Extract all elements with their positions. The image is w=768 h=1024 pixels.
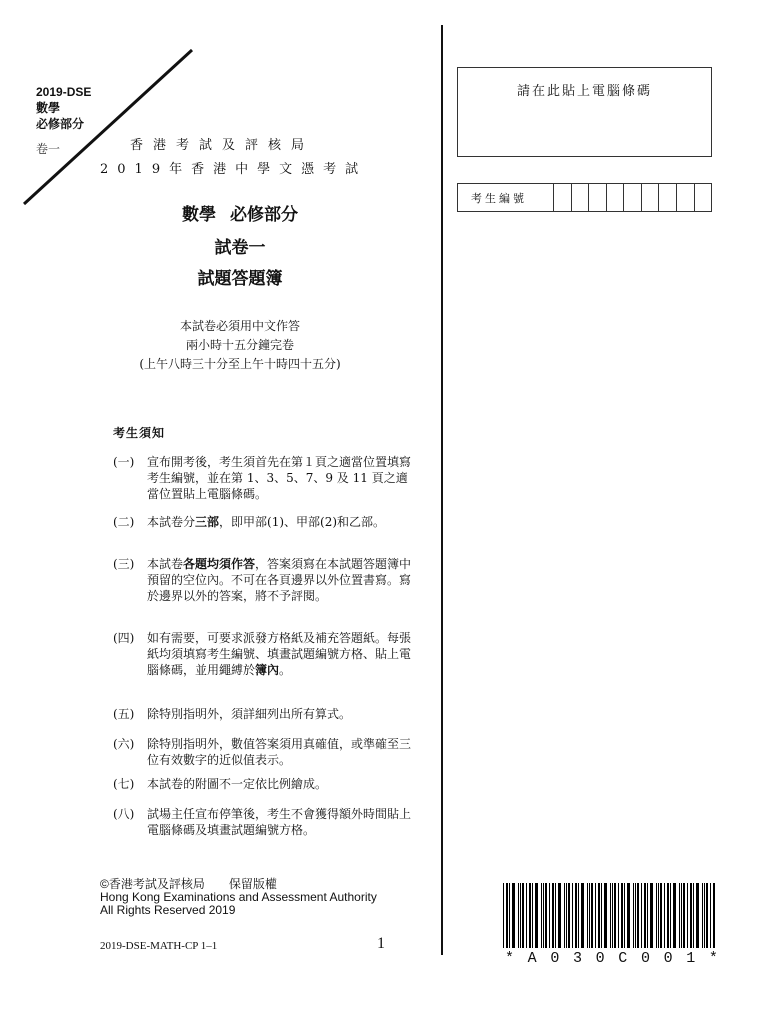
barcode-bar (601, 883, 602, 948)
barcode-bar (509, 883, 510, 948)
notice-item (113, 630, 413, 678)
instructions-summary (20, 317, 460, 374)
barcode-char: 1 (686, 950, 696, 967)
barcode-bar (673, 883, 676, 948)
notice-text-part: 如有需要，可要求派發方格紙及補充答題紙。每張紙均須填寫考生編號、填畫試題編號方格、貼上電腦條碼，並用繩縛於 (147, 631, 412, 677)
corner-subject: 數學 (36, 101, 61, 115)
barcode-bar (627, 883, 630, 948)
barcode-bar (670, 883, 671, 948)
notice-item (113, 806, 413, 838)
duration-note: 兩小時十五分鐘完卷 (185, 338, 294, 352)
organisation-name: 香港考試及評核局 (130, 138, 315, 153)
barcode-bar (512, 883, 515, 948)
notice-item-text: 除特別指明外，數值答案須用真確值，或準確至三位有效數字的近似值表示。 (147, 737, 412, 767)
barcode-char: 0 (663, 950, 673, 967)
barcode-bar (535, 883, 538, 948)
barcode-bar (503, 883, 504, 948)
notice-item-number: (八) (113, 807, 135, 821)
title-section: 必修部分 (230, 205, 298, 225)
barcode-bar (679, 883, 680, 948)
barcode-bar (543, 883, 544, 948)
barcode-bar (683, 883, 685, 948)
barcode-bar (587, 883, 588, 948)
page-divider (441, 25, 443, 955)
language-note: 本試卷必須用中文作答 (179, 319, 300, 333)
notice-emphasis: 三部 (195, 515, 220, 529)
corner-section: 必修部分 (36, 117, 85, 131)
barcode-bar (518, 883, 519, 948)
barcode-bar (520, 883, 521, 948)
notice-item-number: (六) (113, 737, 135, 751)
paper-number: 試卷一 (214, 238, 266, 258)
barcode-bar (614, 883, 616, 948)
notice-item-number: (一) (113, 455, 135, 469)
notice-emphasis: 各題均須作答 (183, 557, 256, 571)
barcode-bar (591, 883, 593, 948)
notice-item-number: (三) (113, 557, 135, 571)
barcode-char: 0 (640, 950, 650, 967)
barcode-bar (656, 883, 657, 948)
barcode-char: 3 (572, 950, 582, 967)
candidate-number-cell[interactable] (623, 184, 641, 211)
candidate-number-cells (553, 184, 711, 211)
barcode-bar (555, 883, 556, 948)
barcode-bar (687, 883, 688, 948)
barcode-bar (641, 883, 642, 948)
barcode-bar (690, 883, 692, 948)
barcode-sticker-box (457, 67, 712, 157)
notice-item-text: 本試卷的附圖不一定依比例繪成。 (147, 777, 328, 791)
barcode-bars (503, 883, 718, 948)
candidate-number-field (457, 183, 712, 212)
candidate-number-cell[interactable] (641, 184, 659, 211)
barcode-bar (529, 883, 531, 948)
barcode-char: * (505, 950, 515, 967)
barcode-bar (664, 883, 665, 948)
barcode-box-label: 請在此貼上電腦條碼 (516, 84, 652, 99)
barcode-bar (526, 883, 527, 948)
barcode-bar (566, 883, 567, 948)
candidate-number-cell[interactable] (571, 184, 589, 211)
notice-item (113, 454, 413, 502)
barcode-char: 0 (550, 950, 560, 967)
title-subject: 數學 (182, 205, 216, 225)
notice-heading: 考生須知 (113, 426, 166, 440)
barcode-bar (572, 883, 573, 948)
barcode-bar (581, 883, 584, 948)
notice-item-text: 宣布開考後，考生須首先在第１頁之適當位置填寫考生編號，並在第 1、3、5、7、9 及 11 頁之適當位置貼上電腦條碼。 (147, 455, 412, 501)
copyright-notice (100, 878, 377, 917)
candidate-number-cell[interactable] (588, 184, 606, 211)
barcode-bar (568, 883, 570, 948)
notice-item-number: (五) (113, 707, 135, 721)
barcode-bar (506, 883, 508, 948)
barcode-bar (578, 883, 579, 948)
barcode-bar (552, 883, 554, 948)
corner-label (36, 84, 91, 132)
page-number: 1 (377, 935, 385, 952)
barcode-bar (702, 883, 703, 948)
notice-text-part: 本試卷 (147, 557, 184, 571)
notice-item-text: 除特別指明外，須詳細列出所有算式。 (147, 707, 352, 721)
notice-text-part: 。 (279, 663, 292, 677)
notice-item-number: (四) (113, 631, 135, 645)
book-title: 試題答題簿 (197, 269, 283, 289)
barcode-bar (624, 883, 625, 948)
barcode-char: 0 (595, 950, 605, 967)
barcode-bar (667, 883, 669, 948)
notice-text-part: ，答案須寫在本試題答題簿中預留的空位內。不可在各頁邊界以外位置書寫。寫於邊界以外的答案，將不予評閱。 (147, 557, 412, 603)
barcode-bar (635, 883, 636, 948)
barcode-char: A (527, 950, 537, 967)
barcode-bar (647, 883, 648, 948)
notice-item-text: 試場主任宣布停筆後，考生不會獲得額外時間貼上電腦條碼及填畫試題編號方格。 (147, 807, 412, 837)
candidate-number-cell[interactable] (658, 184, 676, 211)
barcode-bar (612, 883, 613, 948)
candidate-number-cell[interactable] (694, 184, 712, 211)
barcode-bar (660, 883, 662, 948)
notice-item (113, 706, 413, 722)
barcode-bar (522, 883, 524, 948)
barcode-bar (704, 883, 705, 948)
copyright-line: All Rights Reserved 2019 (100, 903, 236, 917)
barcode-bar (604, 883, 607, 948)
candidate-number-label: 考生編號 (471, 192, 527, 205)
barcode-bar (693, 883, 694, 948)
barcode-bar (545, 883, 547, 948)
notice-item (113, 514, 413, 530)
notice-text-part: 本試卷分 (147, 515, 196, 529)
barcode-bar (532, 883, 533, 948)
barcode-bar (713, 883, 715, 948)
barcode-bar (618, 883, 619, 948)
barcode-text (505, 950, 718, 967)
barcode-bar (598, 883, 600, 948)
notice-item (113, 556, 413, 604)
exam-name: 2019年香港中學文憑考試 (100, 162, 368, 177)
barcode-bar (696, 883, 699, 948)
time-note: (上午八時三十分至上午十時四十五分) (139, 357, 341, 371)
barcode-bar (650, 883, 653, 948)
barcode-bar (644, 883, 646, 948)
paper-code-footer: 2019-DSE-MATH-CP 1–1 (100, 940, 218, 952)
barcode-bar (658, 883, 659, 948)
barcode-char: * (708, 950, 718, 967)
corner-year: 2019-DSE (36, 85, 92, 99)
barcode-bar (621, 883, 623, 948)
barcode-bar (637, 883, 639, 948)
barcode-bar (681, 883, 682, 948)
notice-item-text (147, 514, 413, 530)
barcode-bar (575, 883, 577, 948)
notice-text-part: ，即甲部(1)、甲部(2)和乙部。 (219, 515, 386, 529)
notice-item-number: (七) (113, 777, 135, 791)
notice-item-text (147, 556, 413, 604)
notice-item-number: (二) (113, 515, 135, 529)
paper-title (20, 200, 460, 225)
barcode-bar (610, 883, 611, 948)
barcode-bar (706, 883, 708, 948)
barcode-bar (595, 883, 596, 948)
candidate-number-cell[interactable] (553, 184, 571, 211)
notice-emphasis: 簿內 (255, 663, 280, 677)
copyright-line: ©香港考試及評核局 保留版權 (100, 877, 277, 891)
barcode-bar (633, 883, 634, 948)
barcode-bar (589, 883, 590, 948)
notice-item (113, 736, 413, 768)
barcode-bar (558, 883, 561, 948)
barcode-char: C (618, 950, 628, 967)
candidate-number-cell[interactable] (606, 184, 624, 211)
corner-paper: 卷一 (36, 142, 61, 156)
notice-item (113, 776, 413, 792)
barcode-bar (549, 883, 550, 948)
barcode-bar (541, 883, 542, 948)
barcode-bar (710, 883, 711, 948)
candidate-number-cell[interactable] (676, 184, 694, 211)
notice-item-text (147, 630, 413, 678)
barcode-bar (564, 883, 565, 948)
copyright-line: Hong Kong Examinations and Assessment Authority (100, 890, 377, 904)
